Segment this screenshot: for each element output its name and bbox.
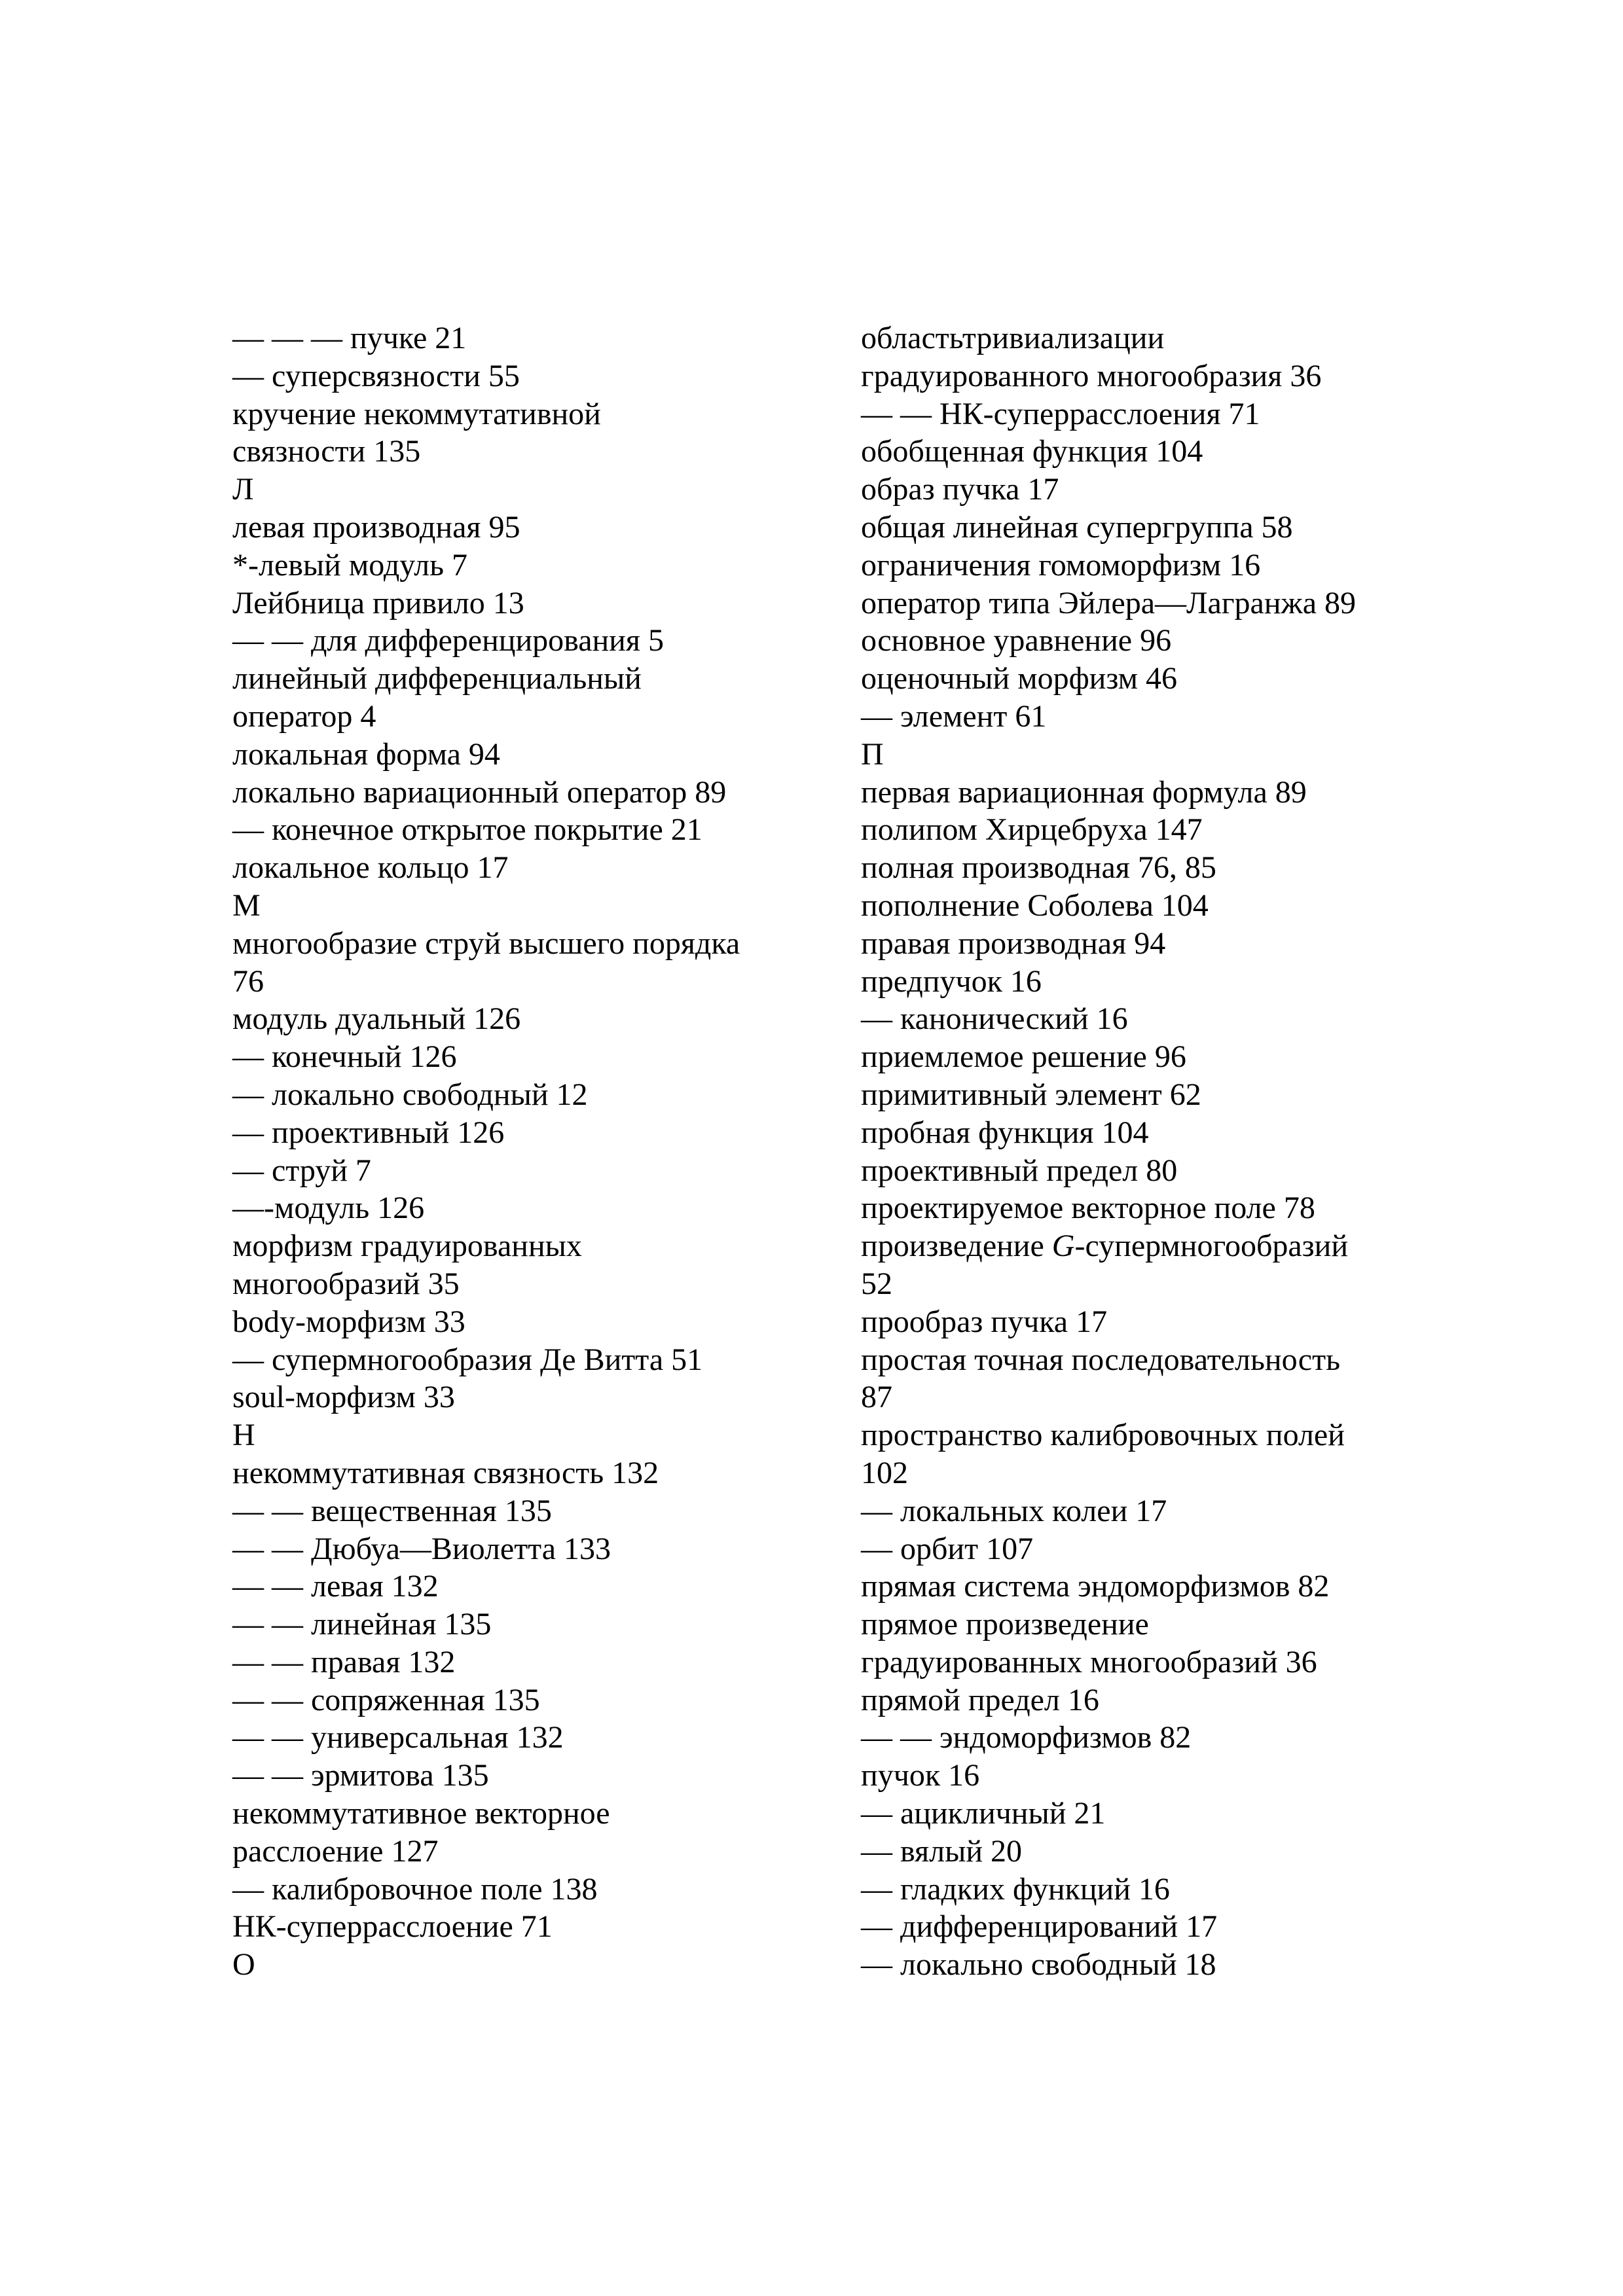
index-entry: примитивный элемент 62 (861, 1077, 1201, 1112)
index-entry: основное уравнение 96 (861, 623, 1172, 658)
index-entry: первая вариационная формула 89 (861, 774, 1307, 810)
index-entry: пучок 16 (861, 1758, 980, 1793)
index-entry: прямая система эндоморфизмов 82 (861, 1569, 1330, 1604)
index-entry: *-левый модуль 7 (232, 547, 467, 583)
index-entry: — ацикличный 21 (861, 1796, 1106, 1831)
index-entry: правая производная 94 (861, 925, 1166, 961)
index-entry: прямое произведение (861, 1607, 1149, 1642)
index-letter-heading: Л (232, 472, 254, 507)
index-entry: связности 135 (232, 434, 421, 469)
index-entry: проектируемое векторное поле 78 (861, 1191, 1315, 1226)
index-entry: приемлемое решение 96 (861, 1039, 1186, 1075)
index-entry: — элемент 61 (861, 698, 1047, 734)
index-entry: — — правая 132 (232, 1644, 456, 1679)
index-entry: — — для дифференцирования 5 (232, 623, 664, 658)
index-entry: областьтривиализации (861, 321, 1165, 355)
index-entry: общая линейная супергруппа 58 (861, 509, 1293, 545)
index-entry: прямой предел 16 (861, 1682, 1099, 1717)
index-entry: 102 (861, 1455, 908, 1490)
index-entry: — — эндоморфизмов 82 (861, 1720, 1192, 1755)
italic-symbol: G (1051, 1229, 1075, 1264)
index-entry: некоммутативная связность 132 (232, 1455, 659, 1490)
index-entry: морфизм градуированных (232, 1229, 582, 1264)
index-entry: локальная форма 94 (232, 736, 500, 772)
index-entry: образ пучка 17 (861, 472, 1059, 507)
index-entry: кручение некоммутативной (232, 396, 601, 431)
index-entry: — дифференцирований 17 (861, 1909, 1218, 1945)
index-entry: НК-суперрасслоение 71 (232, 1909, 553, 1945)
index-entry: градуированных многообразий 36 (861, 1644, 1317, 1679)
index-entry: — локально свободный 12 (232, 1077, 588, 1112)
index-entry: — орбит 107 (861, 1531, 1034, 1566)
index-entry: 52 (861, 1266, 892, 1301)
index-entry (861, 1227, 1450, 1265)
index-entry: оператор 4 (232, 698, 376, 734)
index-entry: body-морфизм 33 (232, 1304, 465, 1339)
index-entry: — гладких функций 16 (861, 1871, 1170, 1907)
index-entry: ограничения гомоморфизм 16 (861, 547, 1261, 583)
index-entry: — струй 7 (232, 1153, 371, 1188)
index-entry: — локальных колеи 17 (861, 1493, 1167, 1528)
index-entry-text: произведение (861, 1229, 1052, 1264)
index-entry: градуированного многообразия 36 (861, 358, 1322, 393)
index-entry: обобщенная функция 104 (861, 434, 1203, 469)
index-entry: — — — пучке 21 (232, 321, 467, 355)
index-entry: — — сопряженная 135 (232, 1682, 540, 1717)
index-entry: — — левая 132 (232, 1569, 439, 1604)
index-entry: полипом Хирцебруха 147 (861, 812, 1203, 848)
index-entry: — — линейная 135 (232, 1607, 492, 1642)
index-entry: — вялый 20 (861, 1833, 1022, 1869)
index-entry: — конечный 126 (232, 1039, 457, 1075)
index-entry: локальное кольцо 17 (232, 850, 509, 886)
index-entry: — супермногообразия Де Витта 51 (232, 1342, 703, 1377)
index-entry: оценочный морфизм 46 (861, 661, 1178, 696)
index-entry: Лейбница привило 13 (232, 585, 524, 620)
index-entry: — конечное открытое покрытие 21 (232, 812, 702, 848)
index-left-column (232, 319, 822, 1984)
index-entry: — калибровочное поле 138 (232, 1871, 598, 1907)
index-entry: — локально свободный 18 (861, 1947, 1216, 1982)
index-entry: —-модуль 126 (232, 1191, 425, 1226)
index-entry: предпучок 16 (861, 963, 1042, 999)
index-letter-heading: Н (232, 1418, 255, 1453)
index-entry: линейный дифференциальный (232, 661, 642, 696)
index-entry: проективный предел 80 (861, 1153, 1178, 1188)
index-entry: — — НК-суперрасслоения 71 (861, 396, 1260, 431)
index-entry: пространство калибровочных полей (861, 1418, 1345, 1453)
index-entry: многообразие струй высшего порядка (232, 925, 740, 961)
index-right-column (861, 319, 1450, 1984)
index-entry: 87 (861, 1380, 892, 1415)
index-entry: модуль дуальный 126 (232, 1001, 521, 1037)
index-entry: прообраз пучка 17 (861, 1304, 1108, 1339)
index-entry: — — вещественная 135 (232, 1493, 552, 1528)
index-entry: простая точная последовательность (861, 1342, 1340, 1377)
index-entry: 76 (232, 963, 264, 999)
index-entry: пополнение Соболева 104 (861, 888, 1209, 923)
index-entry: оператор типа Эйлера—Лагранжа 89 (861, 585, 1356, 620)
index-entry-text: -супермногообразий (1074, 1229, 1349, 1264)
index-entry: полная производная 76, 85 (861, 850, 1216, 886)
index-entry: некоммутативное векторное (232, 1796, 610, 1831)
index-entry: многообразий 35 (232, 1266, 460, 1301)
index-entry: — канонический 16 (861, 1001, 1128, 1037)
index-entry: локально вариационный оператор 89 (232, 774, 727, 810)
index-entry: левая производная 95 (232, 509, 520, 545)
index-entry: — — универсальная 132 (232, 1720, 564, 1755)
index-letter-heading: М (232, 888, 261, 923)
index-entry: расслоение 127 (232, 1833, 439, 1869)
index-letter-heading: О (232, 1947, 255, 1982)
index-entry: — проективный 126 (232, 1115, 505, 1150)
index-letter-heading: П (861, 736, 884, 772)
index-entry: — — эрмитова 135 (232, 1758, 489, 1793)
index-entry: — — Дюбуа—Виолетта 133 (232, 1531, 611, 1566)
index-entry: — суперсвязности 55 (232, 358, 520, 393)
index-entry: soul-морфизм 33 (232, 1380, 455, 1415)
index-entry: пробная функция 104 (861, 1115, 1149, 1150)
